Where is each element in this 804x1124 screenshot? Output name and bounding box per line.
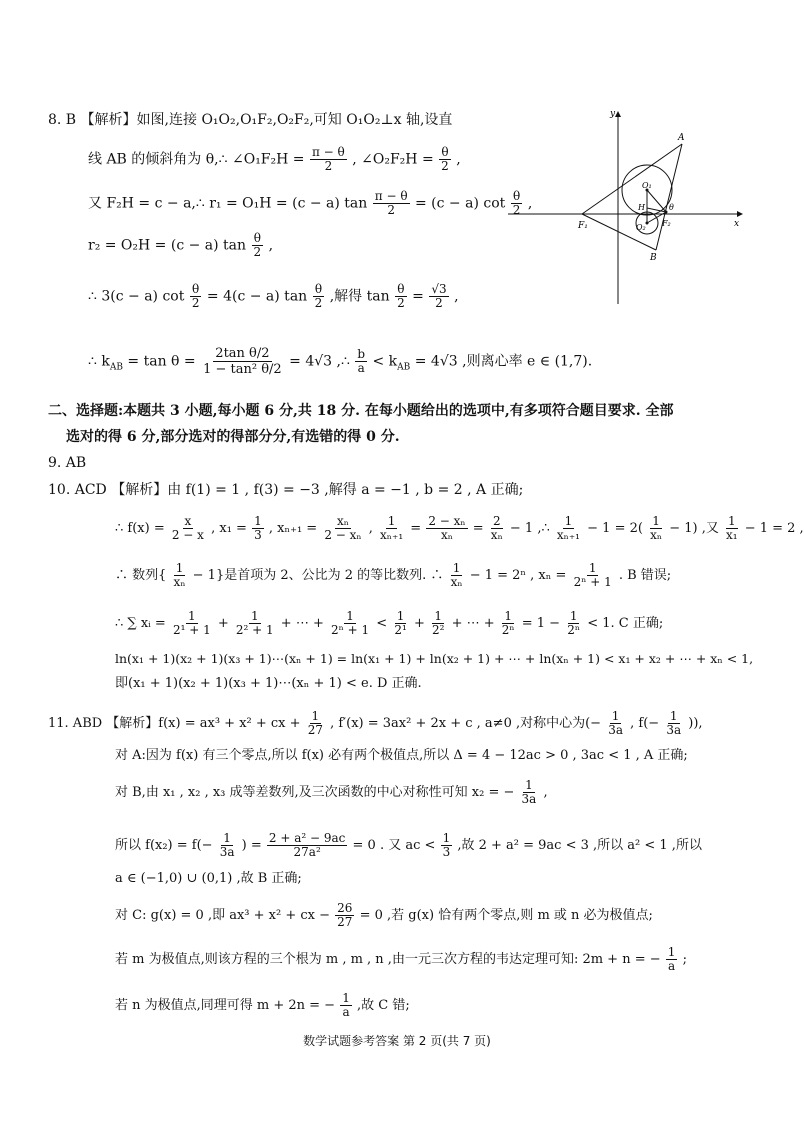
q10-line-5: ln(x₁ + 1)(x₂ + 1)(x₃ + 1)⋯(xₙ + 1) = ln(x₁ + 1) + ln(x₂ + 1) + ⋯ + ln(xₙ + 1) < x₁ + x₂ + ⋯ + xₙ < 1, xyxy=(115,651,754,666)
fraction: $\frac{x}{2 - x}$ xyxy=(171,514,204,542)
label-o2: O₂ xyxy=(636,223,646,232)
fraction: $\frac{\theta}{2}$ xyxy=(314,282,323,310)
page-footer: 数学试题参考答案 第 2 页(共 7 页) xyxy=(303,1034,491,1048)
fraction: $\frac{2}{\text{xₙ}}$ xyxy=(490,514,503,542)
fraction: $\frac{1}{3a}$ xyxy=(666,709,682,737)
fraction: $\frac{1}{\text{xₙ}}$ xyxy=(173,561,186,589)
q8-line-6: ∴ $k_{AB} = \tan \theta$ = $\frac{\text{2tan θ/2}}{\text{1 − tan² θ/2}}$ = 4√3 ,∴ $\frac{b}{a}$ < $k_{AB} = 4√3$ ,则离心率 e ∈ (1,7). xyxy=(88,346,593,377)
fraction: $\frac{\text{2 + a² − 9ac}}{\text{27a²}}$ xyxy=(268,831,346,859)
fraction: $\frac{\theta}{2}$ xyxy=(441,145,449,173)
fraction: $\frac{\theta}{2}$ xyxy=(512,189,521,217)
geometry-figure xyxy=(506,104,752,308)
q11-line-1: 11. ABD 【解析】f(x) = ax³ + x² + cx + $\frac{1}{27}$ , f′(x) = 3ax² + 2x + c , a≠0 ,对称中心为(− $\frac{1}{3a}$ , f(− $\frac{1}{3a}$ )), xyxy=(48,709,703,737)
q10-line-1: 10. ACD 【解析】由 f(1) = 1 , f(3) = −3 ,解得 a = −1 , b = 2 , A 正确; xyxy=(48,482,524,498)
q11-line-4: 所以 f(x₂) = f(− $\frac{1}{3a}$ ) = $\frac{\text{2 + a² − 9ac}}{\text{27a²}}$ = 0 . 又 ac < $\frac{1}{3}$ ,故 2 + a² = 9ac < 3 ,所以 a² < 1 ,所以 xyxy=(115,831,702,859)
fraction: $\frac{1}{\text{2² + 1}}$ xyxy=(235,609,274,637)
section2-line-1: 二、选择题:本题共 3 小题,每小题 6 分,共 18 分. 在每小题给出的选项中,有多项符合题目要求. 全部 xyxy=(48,403,674,419)
fraction: $\frac{1}{\text{2ⁿ + 1}}$ xyxy=(331,609,370,637)
fraction: $\frac{26}{27}$ xyxy=(337,901,353,929)
fraction: $\frac{1}{\text{2¹}}$ xyxy=(394,609,407,637)
fraction: $\frac{1}{3}$ xyxy=(442,831,451,859)
q11-line-3: 对 B,由 x₁ , x₂ , x₃ 成等差数列,及三次函数的中心对称性可知 x₂ = − $\frac{1}{3a}$ , xyxy=(115,778,548,806)
q11-line-8: 若 n 为极值点,同理可得 m + 2n = − $\frac{1}{a}$ ,故 C 错; xyxy=(115,991,410,1019)
label-h: H xyxy=(638,203,645,212)
fraction: $\frac{\theta}{2}$ xyxy=(191,282,200,310)
fraction: $\frac{\theta}{2}$ xyxy=(397,282,405,310)
section2-line-2: 选对的得 6 分,部分选对的得部分分,有选错的得 0 分. xyxy=(66,429,400,445)
q10-line-2: ∴ f(x) = $\frac{x}{2 - x}$ , x₁ = $\frac{1}{3}$ , xₙ₊₁ = $\frac{\text{xₙ}}{\text{2 − xₙ}}$ , $\frac{1}{\text{xₙ₊₁}}$ = $\frac{\text{2 − xₙ}}{\text{xₙ}}$ = $\frac{2}{\text{xₙ}}$ − 1 ,∴ $\frac{1}{\text{xₙ₊₁}}$ − 1 = 2( $\frac{1}{\text{xₙ}}$ − 1) ,又 $\frac{1}{\text{x₁}}$ − 1 = 2 , xyxy=(115,514,804,542)
fraction: $\frac{√3}{2}$ xyxy=(431,282,447,310)
label-b: B xyxy=(650,253,657,263)
label-theta: θ xyxy=(669,203,674,212)
label-a: A xyxy=(678,133,685,143)
q11-line-6: 对 C: g(x) = 0 ,即 ax³ + x² + cx − $\frac{26}{27}$ = 0 ,若 g(x) 恰有两个零点,则 m 或 n 必为极值点; xyxy=(115,901,653,929)
label-y: y xyxy=(610,109,616,119)
fraction: $\frac{1}{\text{x₁}}$ xyxy=(725,514,738,542)
label-f1: F₁ xyxy=(578,221,588,231)
fraction: $\frac{\pi - \theta}{2}$ xyxy=(311,145,345,173)
fraction: $\frac{1}{\text{2ⁿ + 1}}$ xyxy=(573,561,612,589)
fraction: $\frac{1}{a}$ xyxy=(342,991,350,1019)
fraction: $\frac{\text{xₙ}}{\text{2 − xₙ}}$ xyxy=(324,514,362,542)
fraction: $\frac{1}{\text{2¹ + 1}}$ xyxy=(172,609,211,637)
fraction: $\frac{1}{\text{2²}}$ xyxy=(431,609,445,637)
fraction: $\frac{1}{3a}$ xyxy=(219,831,235,859)
fraction: $\frac{\theta}{2}$ xyxy=(253,231,262,259)
q8-line-5: ∴ 3(c − a) cot $\frac{\theta}{2}$ = 4(c − a) tan $\frac{\theta}{2}$ ,解得 tan $\frac{\theta}{2}$ = $\frac{√3}{2}$ , xyxy=(88,282,459,310)
fraction: $\frac{1}{\text{2ⁿ}}$ xyxy=(501,609,515,637)
fraction: $\frac{\text{2 − xₙ}}{\text{xₙ}}$ xyxy=(428,514,466,542)
q10-line-6: 即(x₁ + 1)(x₂ + 1)(x₃ + 1)⋯(xₙ + 1) < e. D 正确. xyxy=(115,676,422,691)
q10-line-3: ∴ 数列{ $\frac{1}{\text{xₙ}}$ − 1}是首项为 2、公比为 2 的等比数列. ∴ $\frac{1}{\text{xₙ}}$ − 1 = 2ⁿ , xₙ = $\frac{1}{\text{2ⁿ + 1}}$ . B 错误; xyxy=(115,561,672,589)
fraction: $\frac{1}{3a}$ xyxy=(521,778,537,806)
fraction: $\frac{1}{3}$ xyxy=(254,514,262,542)
fraction: $\frac{1}{a}$ xyxy=(667,945,676,973)
q9-answer: 9. AB xyxy=(48,455,87,471)
q10-line-4: ∴ ∑ xᵢ = $\frac{1}{\text{2¹ + 1}}$ + $\frac{1}{\text{2² + 1}}$ + ⋯ + $\frac{1}{\text{2ⁿ + 1}}$ < $\frac{1}{\text{2¹}}$ + $\frac{1}{\text{2²}}$ + ⋯ + $\frac{1}{\text{2ⁿ}}$ = 1 − $\frac{1}{\text{2ⁿ}}$ < 1. C 正确; xyxy=(115,609,664,637)
fraction: $\frac{1}{\text{xₙ}}$ xyxy=(450,561,463,589)
fraction: $\frac{1}{\text{2ⁿ}}$ xyxy=(567,609,581,637)
line-f1-b xyxy=(582,214,656,250)
fraction: $\frac{1}{\text{xₙ₊₁}}$ xyxy=(380,514,404,542)
q11-line-2: 对 A:因为 f(x) 有三个零点,所以 f(x) 必有两个极值点,所以 Δ = 4 − 12ac > 0 , 3ac < 1 , A 正确; xyxy=(115,748,688,763)
fraction: $\frac{1}{\text{xₙ}}$ xyxy=(650,514,663,542)
fraction: $\frac{b}{a}$ xyxy=(357,347,366,375)
q8-line-3: 又 F₂H = c − a,∴ r₁ = O₁H = (c − a) tan $\frac{\pi - \theta}{2}$ = (c − a) cot $\frac{\theta}{2}$ , xyxy=(88,189,533,217)
q8-line-4: r₂ = O₂H = (c − a) tan $\frac{\theta}{2}$ , xyxy=(88,231,274,259)
q11-line-7: 若 m 为极值点,则该方程的三个根为 m , m , n ,由一元三次方程的韦达定理可知: 2m + n = − $\frac{1}{a}$ ; xyxy=(115,945,687,973)
q8-line-1: 8. B 【解析】如图,连接 O₁O₂,O₁F₂,O₂F₂,可知 O₁O₂⊥x 轴,设直 xyxy=(48,112,453,128)
label-f2: F₂ xyxy=(662,219,671,228)
fraction: $\frac{1}{\text{xₙ₊₁}}$ xyxy=(556,514,580,542)
fraction: $\frac{1}{3a}$ xyxy=(608,709,624,737)
fraction: $\frac{\text{2tan θ/2}}{\text{1 − tan² θ/2}}$ xyxy=(203,346,282,377)
label-o1: O₁ xyxy=(642,181,652,190)
q11-line-5: a ∈ (−1,0) ∪ (0,1) ,故 B 正确; xyxy=(115,871,302,886)
fraction: $\frac{1}{27}$ xyxy=(307,709,323,737)
q8-line-2: 线 AB 的倾斜角为 θ,∴ ∠O₁F₂H = $\frac{\pi - \theta}{2}$ , ∠O₂F₂H = $\frac{\theta}{2}$ , xyxy=(88,145,461,173)
label-x: x xyxy=(734,219,740,229)
fraction: $\frac{\pi - \theta}{2}$ xyxy=(374,189,408,217)
